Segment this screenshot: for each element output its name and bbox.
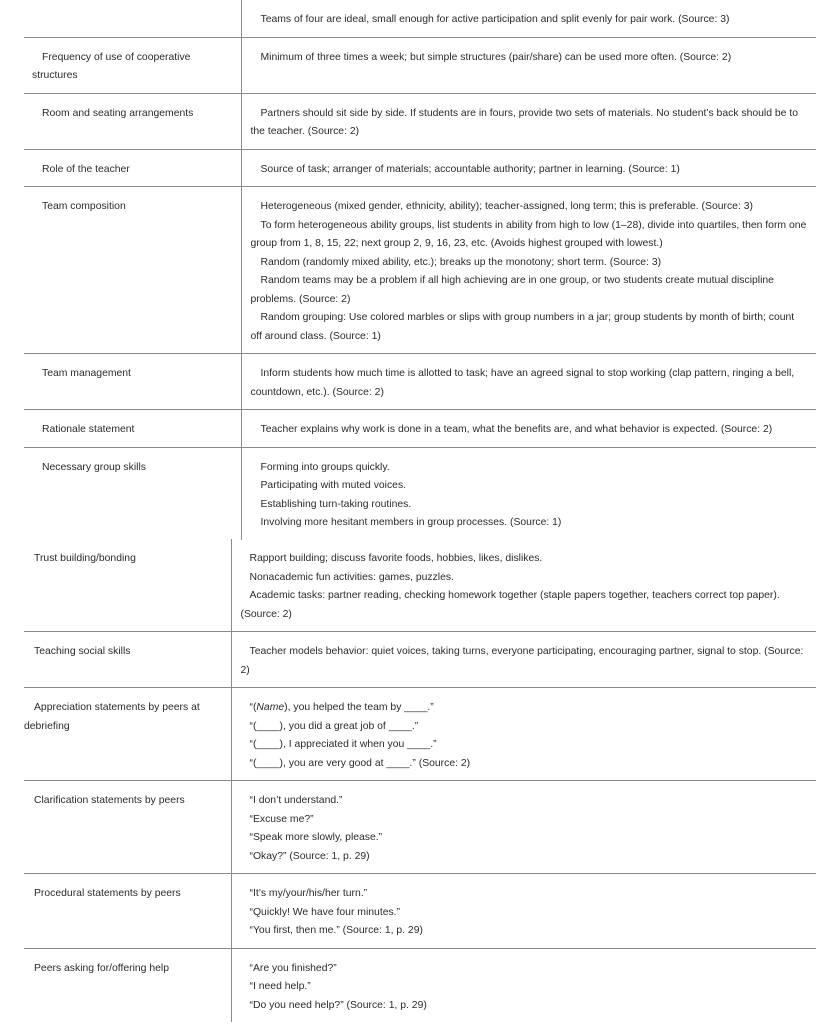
table-row	[24, 37, 816, 93]
row-label: Team management	[24, 354, 241, 410]
row-label: Clarification statements by peers	[24, 781, 231, 874]
guidelines-table-bottom	[24, 539, 816, 1022]
row-label: Peers asking for/offering help	[34, 962, 169, 974]
row-content: Inform students how much time is allotted to task; have an agreed signal to stop working (clap pattern, ringing a bell, countdown, etc.). (Source: 2)	[241, 354, 816, 410]
table-row	[24, 149, 816, 187]
table-row	[24, 93, 816, 149]
row-content: Teacher explains why work is done in a team, what the benefits are, and what behavior is expected. (Source: 2)	[241, 410, 816, 448]
row-label: Frequency of use of cooperative structures	[24, 37, 241, 93]
row-content: “I don’t understand.” “Excuse me?” “Speak more slowly, please.” “Okay?” (Source: 1, p. 29)	[231, 781, 816, 874]
row-content: Rapport building; discuss favorite foods, hobbies, likes, dislikes. Nonacademic fun activities: games, puzzles. Academic tasks: partner reading, checking homework together (staple papers together, teachers correct top paper). (Source: 2)	[231, 539, 816, 632]
table-row	[24, 781, 816, 874]
row-content: Heterogeneous (mixed gender, ethnicity, ability); teacher-assigned, long term; this is preferable. (Source: 3) To form heterogeneous ability groups, list students in ability from high to low (1–28), divide into quartiles, then form one group from 1, 8, 15, 22; next group 2, 9, 16, 23, etc. (Avoids highest grouped with lowest.) Random (randomly mixed ability, etc.); breaks up the monotony; short term. (Source: 3) Random teams may be a problem if all high achieving are in one group, or two students create mutual discipline problems. (Source: 2) Random grouping: Use colored marbles or slips with group numbers in a jar; group students by month of birth; count off around class. (Source: 1)	[241, 187, 816, 354]
row-label: Trust building/bonding	[24, 539, 231, 632]
row-content: “It’s my/your/his/her turn.” “Quickly! We have four minutes.” “You first, then me.” (Source: 1, p. 29)	[231, 874, 816, 949]
row-label: Team composition	[24, 187, 241, 354]
row-content: “Are you finished?” “I need help.” “Do you need help?” (Source: 1, p. 29)	[231, 948, 816, 1022]
row-label: Teaching social skills	[24, 632, 231, 688]
table-row	[24, 632, 816, 688]
row-content: Teacher models behavior: quiet voices, taking turns, everyone participating, encouraging partner, signal to stop. (Source: 2)	[231, 632, 816, 688]
table-row	[24, 187, 816, 354]
table-row	[24, 410, 816, 448]
row-label: Role of the teacher	[24, 149, 241, 187]
row-content: Source of task; arranger of materials; accountable authority; partner in learning. (Source: 1)	[241, 149, 816, 187]
row-label: Necessary group skills	[42, 461, 146, 473]
row-label: Procedural statements by peers	[24, 874, 231, 949]
appreciation-line: “(Name), you helped the team by ____.”	[249, 702, 434, 713]
row-content: “(Name), you helped the team by ____.” “(____), you did a great job of ____.” “(____), I appreciated it when you ____.” “(____), you are very good at ____.” (Source: 2)	[231, 688, 816, 781]
table-row	[24, 354, 816, 410]
row-text: Teams of four are ideal, small enough for active participation and split evenly for pair work. (Source: 3)	[260, 14, 730, 25]
table-row	[24, 447, 816, 540]
row-label: Appreciation statements by peers at debriefing	[24, 688, 231, 781]
row-content: Minimum of three times a week; but simple structures (pair/share) can be used more often. (Source: 2)	[241, 37, 816, 93]
table-row	[24, 948, 816, 1022]
row-label: Rationale statement	[24, 410, 241, 448]
guidelines-table-top	[24, 0, 816, 540]
row-label	[24, 0, 241, 37]
row-content	[241, 0, 816, 37]
table-row	[24, 874, 816, 949]
row-label: Room and seating arrangements	[24, 93, 241, 149]
table-row	[24, 0, 816, 37]
row-content: Forming into groups quickly. Participating with muted voices. Establishing turn-taking routines. Involving more hesitant members in group processes. (Source: 1)	[241, 447, 816, 540]
table-row	[24, 539, 816, 632]
row-content: Partners should sit side by side. If students are in fours, provide two sets of materials. No student’s back should be to the teacher. (Source: 2)	[241, 93, 816, 149]
table-row	[24, 688, 816, 781]
